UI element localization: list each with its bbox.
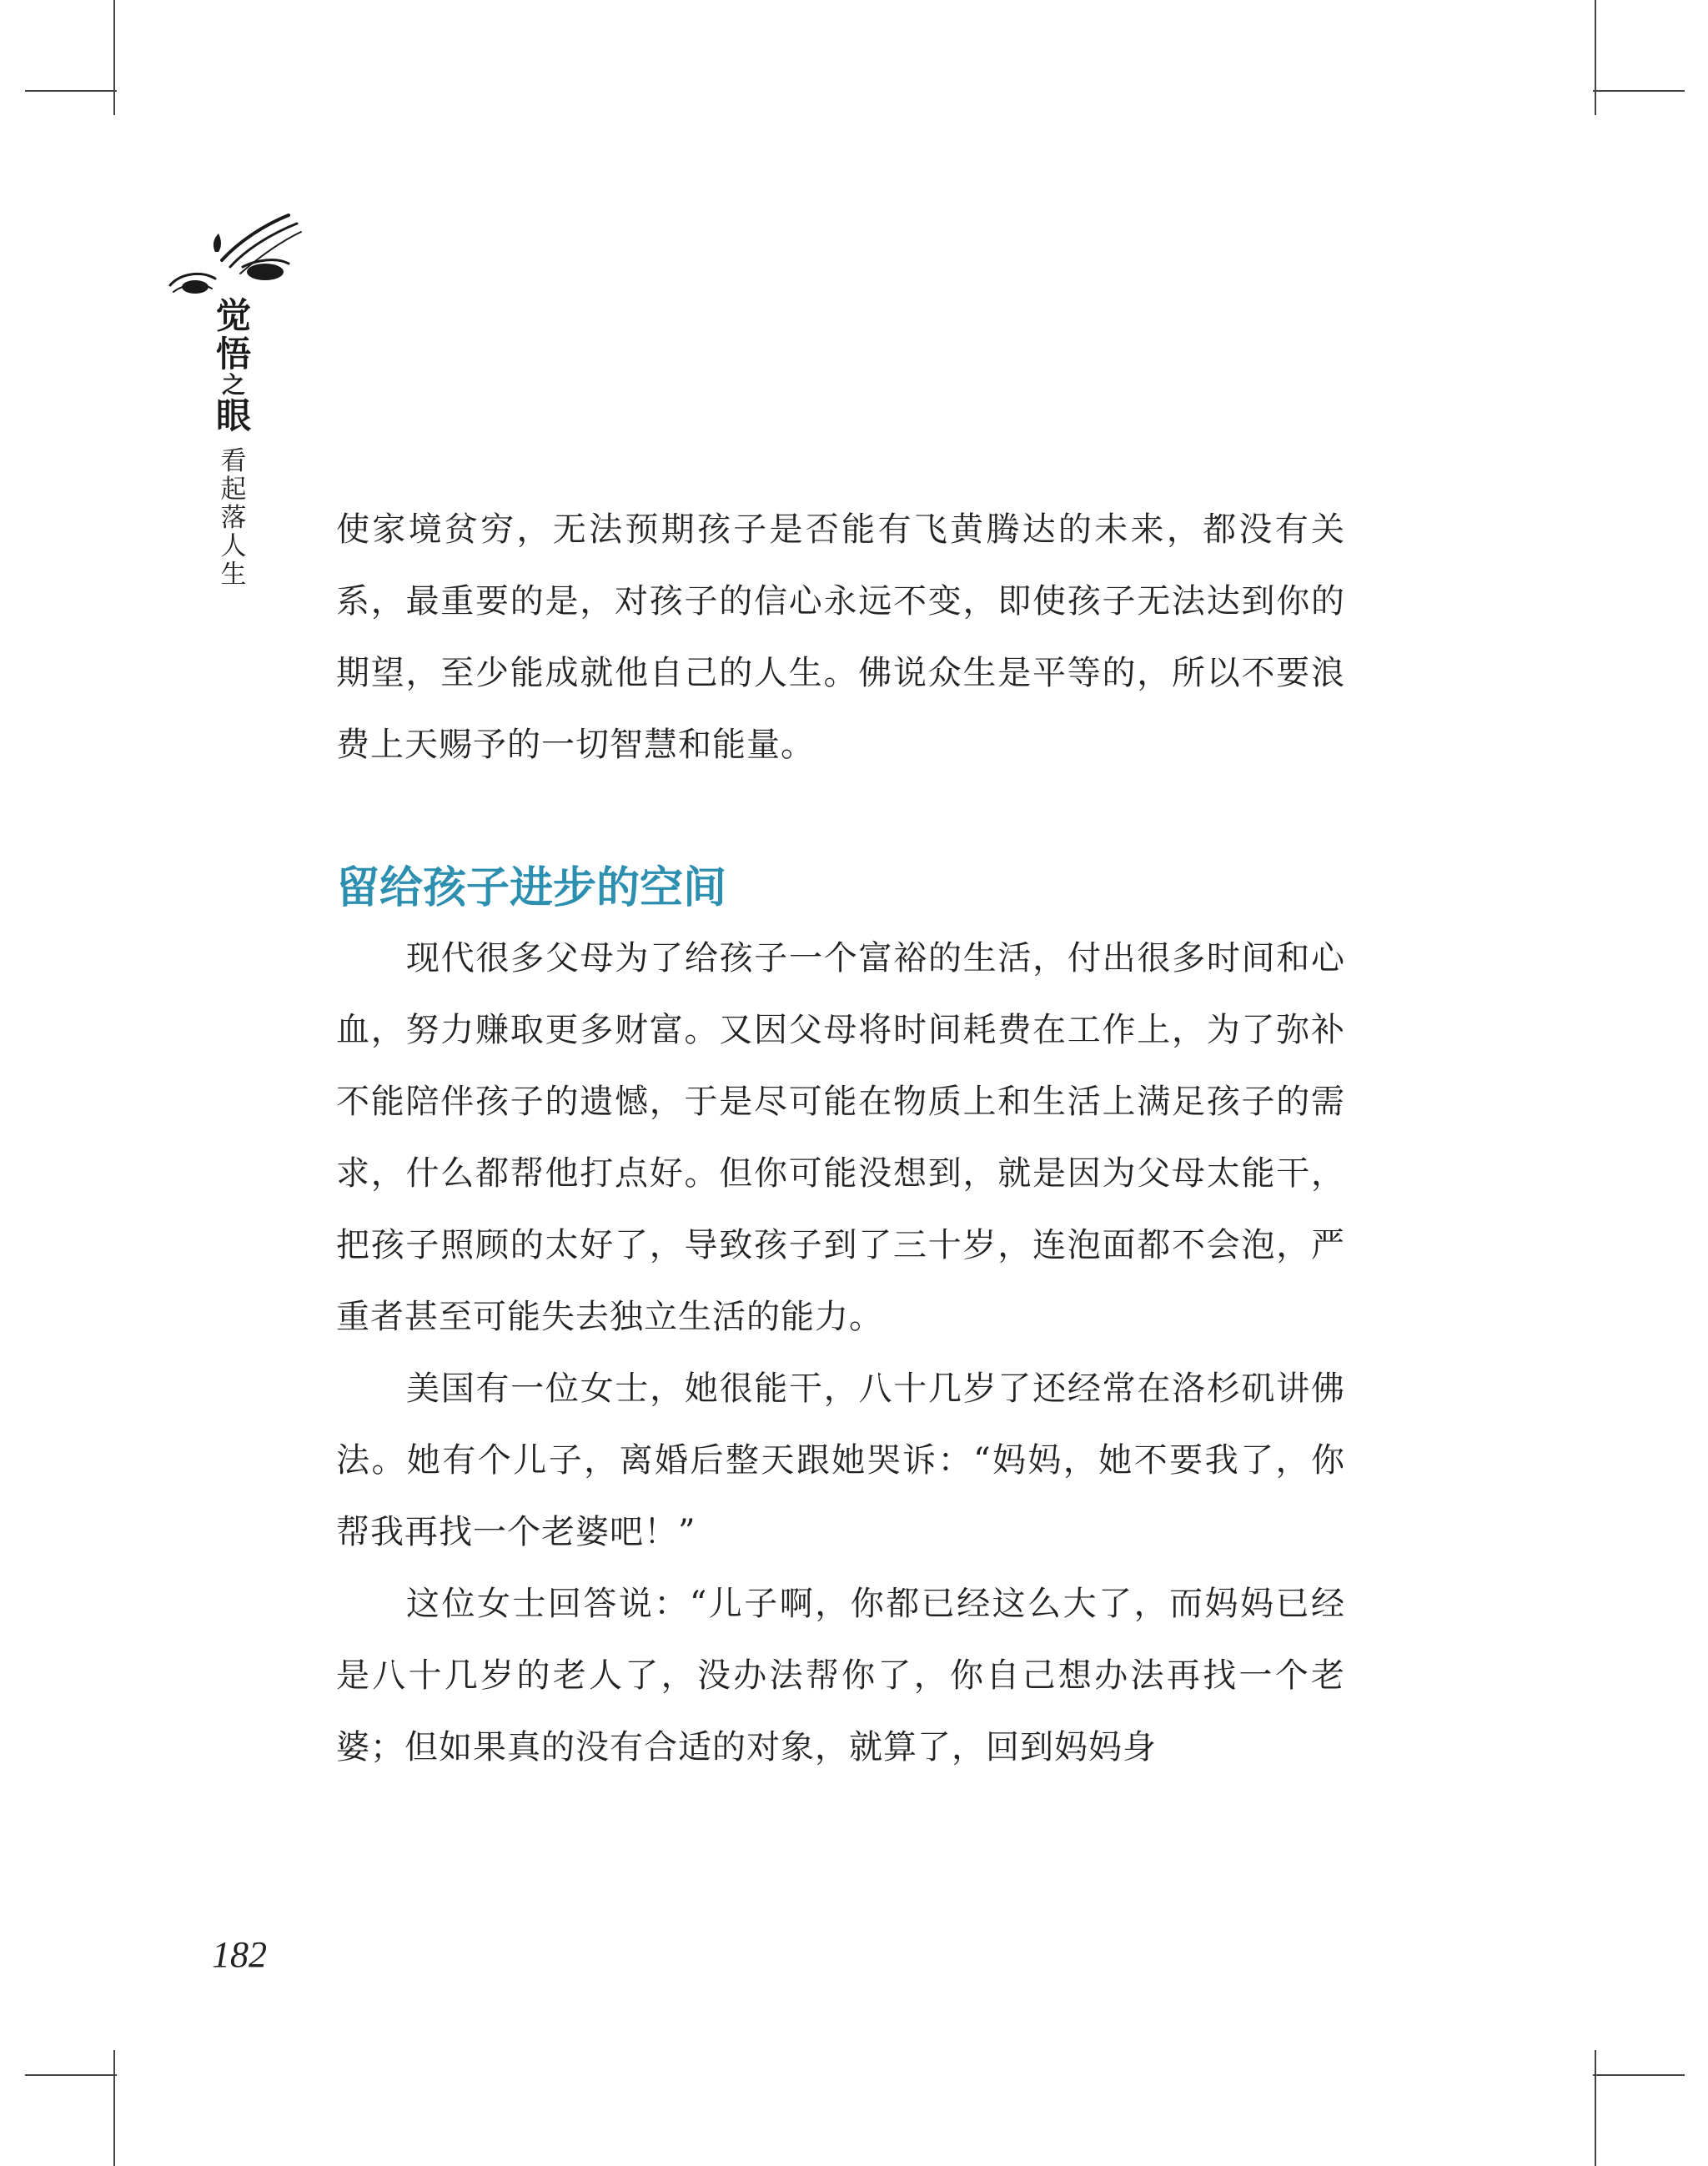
section-heading: 留给孩子进步的空间	[336, 863, 727, 913]
title-char: 眼	[215, 395, 251, 436]
subtitle-char: 生	[220, 560, 247, 590]
subtitle-char: 起	[220, 475, 247, 505]
crop-mark-bottom-left-h	[25, 2074, 117, 2076]
running-head-title	[212, 297, 255, 435]
title-char: 悟	[215, 334, 251, 374]
section-body	[336, 922, 1345, 1783]
body-paragraph: 使家境贫穷，无法预期孩子是否能有飞黄腾达的未来，都没有关系，最重要的是，对孩子的信心永远不变，即使孩子无法达到你的期望，至少能成就他自己的人生。佛说众生是平等的，所以不要浪费上天赐予的一切智慧和能量。	[336, 510, 1345, 764]
crop-mark-top-right-v	[1595, 0, 1596, 115]
subtitle-char: 落	[220, 503, 247, 533]
body-paragraph: 美国有一位女士，她很能干，八十几岁了还经常在洛杉矶讲佛法。她有个儿子，离婚后整天跟她哭诉：“妈妈，她不要我了，你帮我再找一个老婆吧！”	[336, 1369, 1345, 1551]
crop-mark-top-right-h	[1593, 90, 1685, 92]
crop-mark-top-left-h	[25, 90, 117, 92]
crop-mark-top-left-v	[113, 0, 115, 115]
body-paragraph: 这位女士回答说：“儿子啊，你都已经这么大了，而妈妈已经是八十几岁的老人了，没办法帮你了，你自己想办法再找一个老婆；但如果真的没有合适的对象，就算了，回到妈妈身	[336, 1585, 1345, 1766]
body-paragraph: 现代很多父母为了给孩子一个富裕的生活，付出很多时间和心血，努力赚取更多财富。又因父母将时间耗费在工作上，为了弥补不能陪伴孩子的遗憾，于是尽可能在物质上和生活上满足孩子的需求，什么都帮他打点好。但你可能没想到，就是因为父母太能干，把孩子照顾的太好了，导致孩子到了三十岁，连泡面都不会泡，严重者甚至可能失去独立生活的能力。	[336, 939, 1345, 1336]
title-char: 之	[221, 371, 245, 399]
buddha-eyes-logo-icon	[163, 209, 305, 309]
crop-mark-bottom-right-v	[1595, 2050, 1596, 2166]
running-head-subtitle	[215, 447, 252, 589]
crop-mark-bottom-right-h	[1593, 2074, 1685, 2076]
subtitle-char: 看	[220, 446, 247, 476]
page-number: 182	[212, 1934, 267, 1975]
body-top	[336, 494, 1345, 781]
crop-mark-bottom-left-v	[113, 2050, 115, 2166]
title-char: 觉	[215, 295, 251, 336]
subtitle-char: 人	[220, 531, 247, 561]
